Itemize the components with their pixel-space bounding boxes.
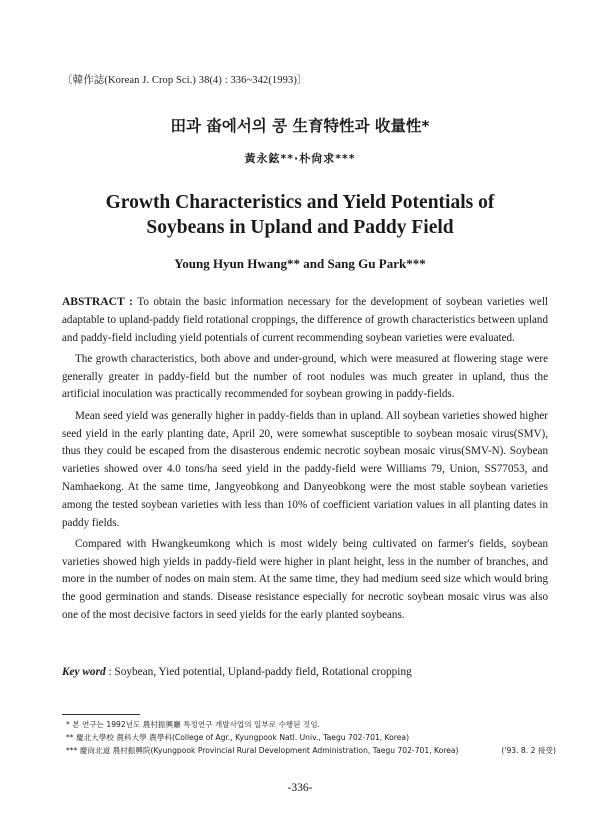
abstract-paragraph-2: The growth characteristics, both above and under-ground, which were measured at flowering stage were generally greater in paddy-field but the number of root nodules was much greater in upland, thus the artificial inoculation was practically recommended for soybean growing in paddy-fields. [62,352,548,401]
journal-citation: 〔韓作誌(Korean J. Crop Sci.) 38(4) : 336~342(1993)〕 [62,75,308,86]
page-number: -336- [287,782,313,794]
abstract-label: ABSTRACT [62,296,125,308]
korean-title: 田과 畓에서의 콩 生育特性과 收量性* [170,117,430,135]
footnote-rule [62,714,140,715]
english-authors: Young Hyun Hwang** and Sang Gu Park*** [174,256,426,271]
english-title-line1: Growth Characteristics and Yield Potentials of [105,192,495,213]
footnote-1: * 본 연구는 1992년도 農村振興廳 특정연구 개발사업의 일부로 수행된 것임. [66,720,320,729]
footnote-2: ** 慶北大學校 農科大學 農學科(College of Agr., Kyungpook Natl. Univ., Taegu 702-701, Korea) [66,733,410,742]
abstract-paragraph-3: Mean seed yield was generally higher in paddy-fields than in upland. All soybean varieties showed higher seed yield in the early planting date, April 20, were somewhat susceptible to soybean mosaic virus(SMV), thus they could be escaped from the disasterous endemic necrotic soybean mosaic virus(SMV-N). Soybean varieties showed over 4.0 tons/ha seed yield in the paddy-field were Williams 79, Union, SS77053, and Namhaekong. At the same time, Jangyeobkong and Danyeobkong were the most stable soybean varieties among the tested soybean varieties with less than 10% of coefficient variation values in all planting dates in paddy fields. [62,409,548,529]
keywords-label: Key word [62,666,106,678]
abstract-paragraph-1 [62,294,548,347]
abstract-paragraph-4: Compared with Hwangkeumkong which is most widely being cultivated on farmer's fields, soybean varieties showed high yields in paddy-field were higher in plant height, less in the number of branches, and more in the number of nodes on main stem. At the same time, they had medium seed size which would bring the good germination and stands. Disease resistance especially for necrotic soybean mosaic virus was also one of the most decisive factors in seed yields for the early planted soybeans. [62,537,548,622]
abstract [62,294,548,628]
english-title [0,190,600,240]
keywords-text: Soybean, Yied potential, Upland-paddy field, Rotational cropping [114,666,412,678]
footnotes [66,718,556,757]
korean-authors: 黃永鉉**·朴尙求*** [244,152,356,165]
abstract-separator: : [124,296,138,308]
footnote-3-text: *** 慶尙北道 農村振興院(Kyungpook Provincial Rural Development Administration, Taegu 702-701, Korea) [66,746,459,755]
english-title-line2: Soybeans in Upland and Paddy Field [146,217,454,238]
footnote-3 [66,744,556,757]
received-date: ('93. 8. 2 接受) [501,746,556,755]
keywords-separator: : [105,666,115,678]
keywords [62,666,412,678]
abstract-text-1: To obtain the basic information necessary for the development of soybean varieties well adaptable to upland-paddy field rotational croppings, the difference of growth characteristics between upland and paddy-field including yield potentials of current recommending soybean varieties were evaluated. [62,296,548,344]
